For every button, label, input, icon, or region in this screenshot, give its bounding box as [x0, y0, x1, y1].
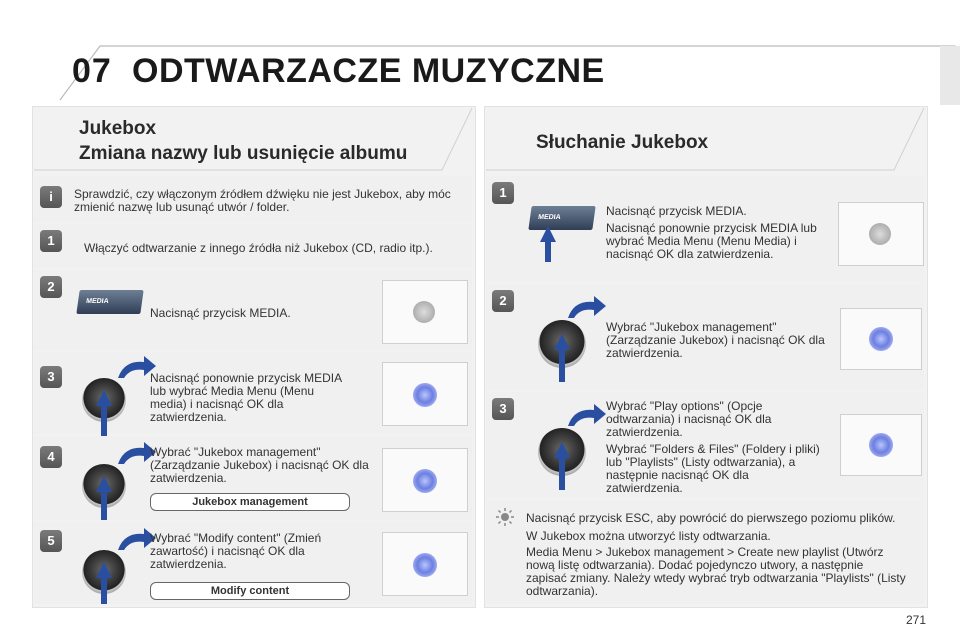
step-text: Wybrać "Jukebox management" (Zarządzanie Jukebox) i nacisnąć OK dla zatwierdzenia.	[150, 445, 369, 485]
right-tips	[486, 500, 924, 604]
step-number: 5	[40, 530, 62, 552]
left-step-4	[34, 436, 472, 520]
left-info-row	[34, 176, 472, 222]
left-step-5	[34, 522, 472, 604]
radio-knob-highlight-icon	[413, 553, 437, 577]
right-step-1	[486, 176, 924, 282]
left-step-1	[34, 224, 472, 268]
push-arrow-icon	[540, 226, 556, 262]
step-number: 1	[492, 182, 514, 204]
step-text: Nacisnąć przycisk MEDIA.	[150, 306, 291, 320]
radio-knob-icon	[413, 301, 435, 323]
left-info-text: Sprawdzić, czy włączonym źródłem dźwięku nie jest Jukebox, aby móc zmienić nazwę lub usunąć utwór / folder.	[74, 187, 451, 214]
step-text-2: Nacisnąć ponownie przycisk MEDIA lub wybrać Media Menu (Menu Media) i nacisnąć OK dla zatwierdzenia.	[606, 221, 817, 261]
radio-unit-image	[382, 362, 468, 426]
right-step-2	[486, 284, 924, 390]
rotate-arrow-icon	[564, 402, 608, 428]
push-arrow-icon	[96, 562, 112, 604]
step-text-1: Wybrać "Play options" (Opcje odtwarzania) i nacisnąć OK dla zatwierdzenia.	[606, 399, 772, 439]
push-arrow-icon	[96, 390, 112, 436]
step-number: 1	[40, 230, 62, 252]
sun-tip-icon	[496, 508, 514, 526]
media-button[interactable]: MEDIA	[76, 290, 143, 314]
radio-unit-image	[838, 202, 924, 266]
tip-text-create-playlist: Media Menu > Jukebox management > Create new playlist (Utwórz nową listę odtwarzania). Dodać pojedynczo utwory, a następnie zapisać zmiany. Należy wtedy wybrać tryb odtwarzania "Playlists" (Listy odtwarzania).	[526, 545, 906, 598]
step-number: 2	[40, 276, 62, 298]
step-number: 2	[492, 290, 514, 312]
radio-unit-image	[382, 280, 468, 344]
left-title-rename: Zmiana nazwy lub usunięcie albumu	[79, 143, 408, 164]
left-step-2	[34, 270, 472, 350]
left-title-jukebox: Jukebox	[79, 118, 157, 139]
step-number: 4	[40, 446, 62, 468]
radio-knob-highlight-icon	[869, 433, 893, 457]
rotate-arrow-icon	[564, 294, 608, 320]
tip-text-esc: Nacisnąć przycisk ESC, aby powrócić do pierwszego poziomu plików.	[526, 511, 896, 525]
radio-unit-image	[382, 448, 468, 512]
radio-knob-highlight-icon	[869, 327, 893, 351]
modify-content-label[interactable]: Modify content	[150, 582, 350, 600]
radio-unit-image	[382, 532, 468, 596]
media-button[interactable]: MEDIA	[528, 206, 595, 230]
step-text-1: Nacisnąć przycisk MEDIA.	[606, 204, 747, 218]
step-text: Wybrać "Jukebox management" (Zarządzanie Jukebox) i nacisnąć OK dla zatwierdzenia.	[606, 320, 825, 360]
left-step-3	[34, 352, 472, 434]
chapter-number: 07	[72, 52, 112, 90]
page-title: ODTWARZACZE MUZYCZNE	[132, 52, 605, 90]
tip-text-playlists: W Jukebox można utworzyć listy odtwarzania.	[526, 529, 771, 543]
right-title: Słuchanie Jukebox	[536, 132, 709, 153]
step-text: Włączyć odtwarzanie z innego źródła niż Jukebox (CD, radio itp.).	[84, 241, 433, 255]
radio-unit-image	[840, 414, 922, 476]
step-text-2: Wybrać "Folders & Files" (Foldery i pliki) lub "Playlists" (Listy odtwarzania), a następnie nacisnąć OK dla zatwierdzenia.	[606, 442, 820, 495]
step-number: 3	[492, 398, 514, 420]
radio-knob-highlight-icon	[413, 383, 437, 407]
step-text: Wybrać "Modify content" (Zmień zawartość) i nacisnąć OK dla zatwierdzenia.	[150, 531, 322, 571]
right-step-3	[486, 392, 924, 498]
radio-unit-image	[840, 308, 922, 370]
jukebox-management-label[interactable]: Jukebox management	[150, 493, 350, 511]
info-icon: i	[40, 186, 62, 208]
radio-knob-highlight-icon	[413, 469, 437, 493]
push-arrow-icon	[554, 442, 570, 490]
push-arrow-icon	[554, 334, 570, 382]
step-number: 3	[40, 366, 62, 388]
push-arrow-icon	[96, 476, 112, 520]
radio-knob-icon	[869, 223, 891, 245]
step-text: Nacisnąć ponownie przycisk MEDIA lub wybrać Media Menu (Menu media) i nacisnąć OK dla zatwierdzenia.	[150, 371, 342, 424]
page-number: 271	[905, 613, 926, 627]
